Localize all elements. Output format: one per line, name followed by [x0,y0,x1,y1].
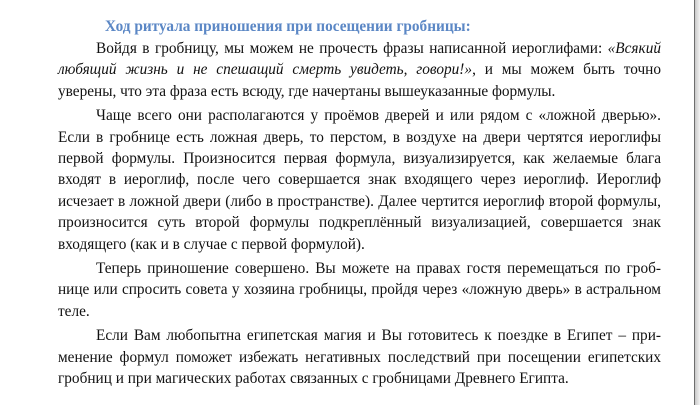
paragraph-1 [58,38,661,102]
hieroglyph-quote: «Всякий любящий жизнь и не спешащий смерть увидеть, говори!» [58,40,661,79]
paragraph-2: Чаще всего они располагаются у проёмов дверей и или рядом с «ложной дверью». Если в гробнице есть ложная дверь, то перстом, в воздухе на двери чертятся иероглифы первой формулы. Произносится первая формула, визуализируется, как желаемые блага входят в иероглиф, после чего совершается знак входящего через иероглиф. Иероглиф исчезает в ложной двери (либо в пространстве). Далее чертится иероглиф второй формулы, произносится суть второй формулы подкреплённый визуализацией, совершается знак входящего (как и в случае с первой формулой). [58,107,661,253]
page-shadow [695,0,700,405]
paragraph-3: Теперь приношение совершено. Вы можете на правах гостя перемещаться по гробнице или спросить совета у хозяина гробницы, пройдя через «ложную дверь» в астральном теле. [58,260,661,320]
paragraph-1-intro: Войдя в гробницу, мы можем не прочесть фразы написанной иероглифами: [96,40,608,57]
section-heading: Ход ритуала приношения при посещении гробницы: [105,18,471,35]
document-body [58,16,661,390]
paragraph-4: Если Вам любопытна египетская магия и Вы готовитесь к поездке в Египет – применение формул поможет избежать негативных последствий при посещении египетских гробниц и при магических работах связанных с гробницами Древнего Египта. [58,327,661,388]
paragraph-1-rest: , и мы можем быть точно уверены, что эта фраза есть всюду, где начертаны вышеуказанные формулы. [58,61,661,100]
